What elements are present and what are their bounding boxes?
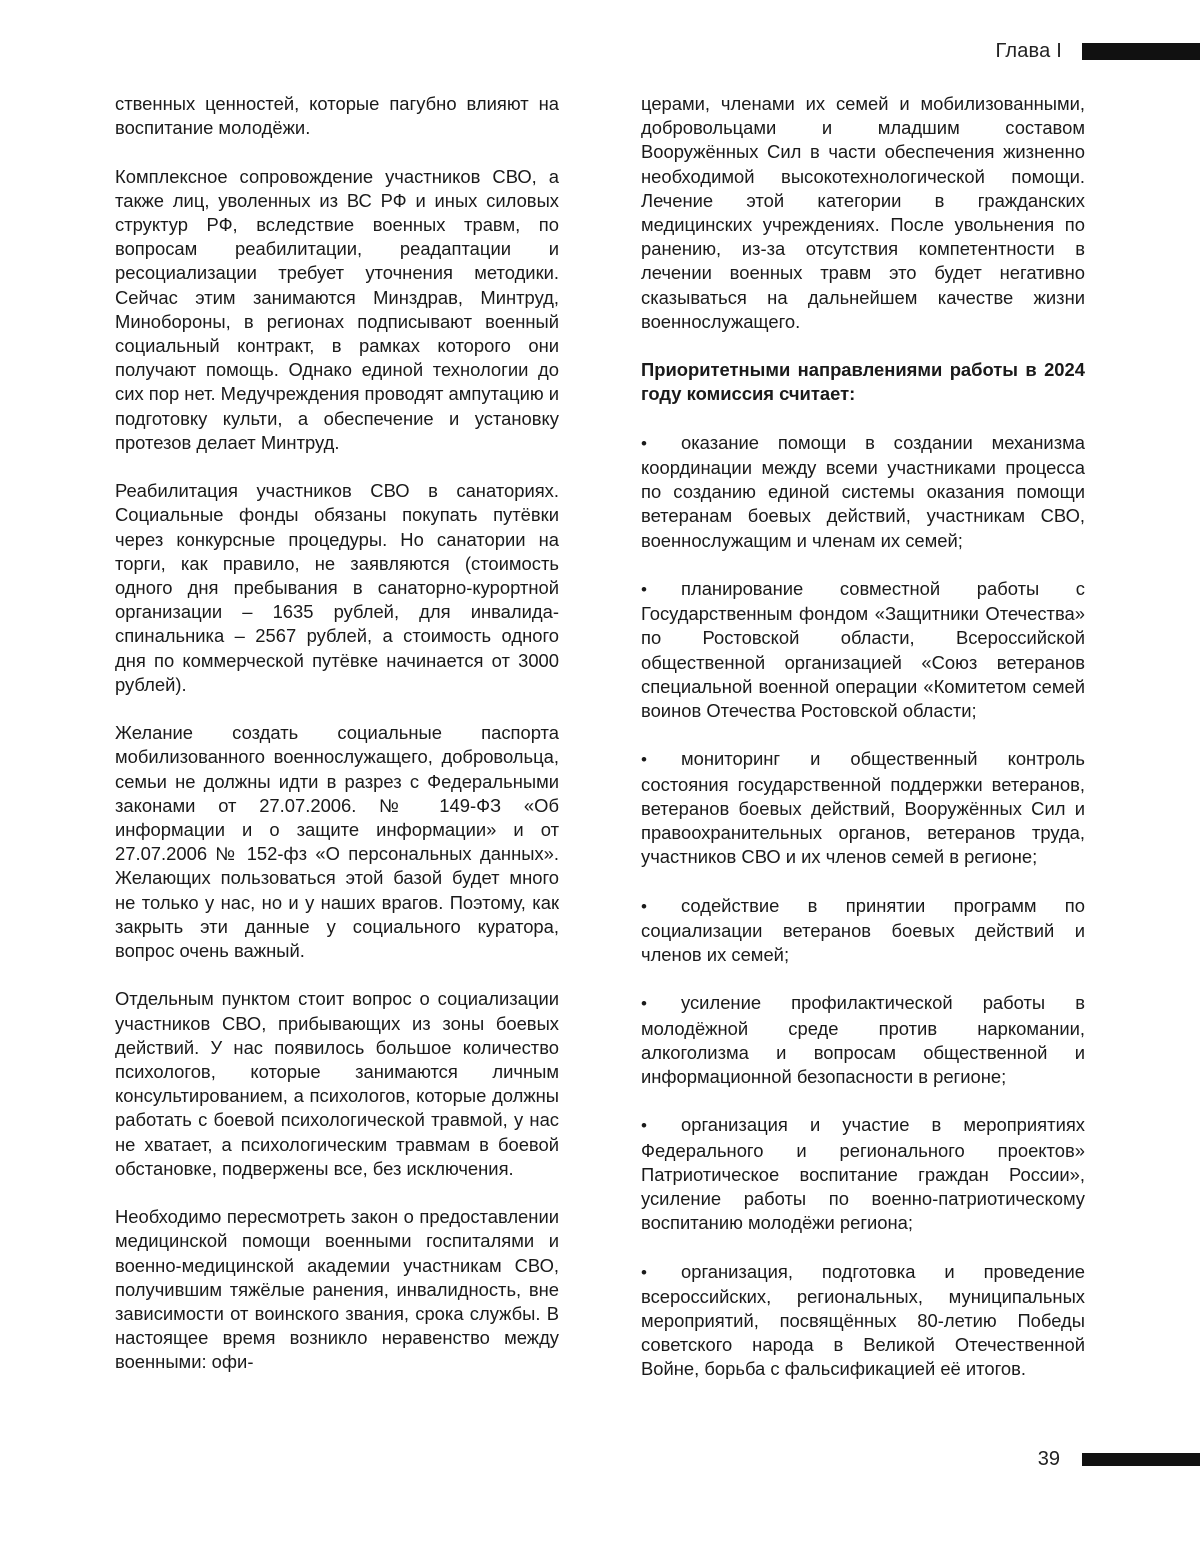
bullet-text: организация и участие в мероприятиях Федерального и регионального проектов» Патриотическое воспитание граждан России», усиление работы по военно-патриотическому воспитанию молодёжи региона;: [641, 1114, 1085, 1234]
bullet-item: [641, 1113, 1085, 1235]
bullet-text: содействие в принятии программ по социализации ветеранов боевых действий и членов их семей;: [641, 894, 1085, 966]
section-heading: Приоритетными направлениями работы в 2024 году комиссия считает:: [641, 359, 1085, 405]
bullet-item: [641, 894, 1085, 968]
bullet-text: организация, подготовка и проведение всероссийских, региональных, муниципальных мероприятий, посвящённых 80-летию Победы советского народа в Великой Отечественной Войне, борьба с фальсификацией её итогов.: [641, 1260, 1085, 1380]
bullet-item: [641, 577, 1085, 723]
paragraph: Желание создать социальные паспорта мобилизованного военнослужащего, добровольца, семьи не должны идти в разрез с Федеральными законами от 27.07.2006. № 149-ФЗ «Об информации и о защите информации» и от 27.07.2006 № 152-фз «О персональных данных». Желающих пользоваться этой базой будет много не только у нас, но и у наших врагов. Поэтому, как закрыть эти данные у социального куратора, вопрос очень важный.: [115, 722, 559, 962]
bullet-icon: •: [641, 1262, 647, 1282]
bullet-item: [641, 747, 1085, 869]
bullet-icon: •: [641, 994, 647, 1014]
bullet-item: [641, 991, 1085, 1089]
footer-decorative-bar: [1082, 1453, 1200, 1466]
bullet-icon: •: [641, 896, 647, 916]
page-footer: [1038, 1446, 1200, 1472]
bullet-icon: •: [641, 433, 647, 453]
page-number: 39: [1037, 1447, 1060, 1470]
bullet-text: планирование совместной работы с Государственным фондом «Защитники Отечества» по Ростовской области, Всероссийской общественной организацией «Союз ветеранов специальной военной операции «Комитетом семей воинов Отечества Ростовской области;: [641, 578, 1085, 722]
bullet-icon: •: [641, 580, 647, 600]
bullet-text: мониторинг и общественный контроль состояния государственной поддержки ветеранов, ветеранов боевых действий, Вооружённых Сил и правоохранительных органов, ветеранов труда, участников СВО и их членов семей в регионе;: [641, 748, 1085, 868]
page-header: [995, 38, 1200, 64]
right-column: [641, 92, 1085, 1406]
paragraph: Отдельным пунктом стоит вопрос о социализации участников СВО, прибывающих из зоны боевых действий. У нас появилось большое количество психологов, которые занимаются личным консультированием, а психологов, которые должны работать с боевой психологической травмой, у нас не хватает, а психологическим травмам в боевой обстановке, подвержены все, без исключения.: [115, 988, 559, 1179]
bullet-text: усиление профилактической работы в молодёжной среде против наркомании, алкоголизма и вопросам общественной и информационной безопасности в регионе;: [641, 992, 1085, 1088]
header-decorative-bar: [1082, 43, 1200, 60]
bullet-icon: •: [641, 1116, 647, 1136]
bullet-text: оказание помощи в создании механизма координации между всеми участниками процесса по созданию единой системы оказания помощи ветеранам боевых действий, участникам СВО, военнослужащим и членам их семей;: [641, 431, 1085, 551]
left-column: [115, 92, 559, 1399]
paragraph: Комплексное сопровождение участников СВО, а также лиц, уволенных из ВС РФ и иных силовых структур РФ, вследствие военных травм, по вопросам реабилитации, реадаптации и ресоциализации требует уточнения методики. Сейчас этим занимаются Минздрав, Минтруд, Минобороны, в регионах подписывают военный социальный контракт, в рамках которого они получают помощь. Однако единой технологии до сих пор нет. Медучреждения проводят ампутацию и подготовку культи, а обеспечение и установку протезов делает Минтруд.: [115, 165, 560, 453]
bullet-item: [641, 431, 1085, 553]
paragraph: Необходимо пересмотреть закон о предоставлении медицинской помощи военными госпиталями и военно-медицинской академии участникам СВО, получившим тяжёлые ранения, инвалидность, вне зависимости от воинского звания, срока службы. В настоящее время возникло неравенство между военными: офи-: [115, 1206, 559, 1373]
bullet-icon: •: [641, 750, 647, 770]
paragraph: Реабилитация участников СВО в санаториях. Социальные фонды обязаны покупать путёвки через конкурсные процедуры. Но санатории на торги, как правило, не заявляются (стоимость одного дня пребывания в санаторно-курортной организации – 1635 рублей, для инвалида-спинальника – 2567 рублей, а стоимость одного дня по коммерческой путёвке начинается от 3000 рублей).: [115, 480, 559, 695]
paragraph: церами, членами их семей и мобилизованными, добровольцами и младшим составом Вооружённых Сил в части обеспечения жизненно необходимой высокотехнологической помощи. Лечение этой категории в гражданских медицинских учреждениях. После увольнения по ранению, из-за отсутствия компетентности в лечении военных травм это будет негативно сказываться на дальнейшем качестве жизни военнослужащего.: [641, 93, 1085, 332]
paragraph: ственных ценностей, которые пагубно влияют на воспитание молодёжи.: [115, 93, 559, 139]
chapter-label: Глава I: [995, 39, 1062, 62]
bullet-item: [641, 1260, 1085, 1382]
